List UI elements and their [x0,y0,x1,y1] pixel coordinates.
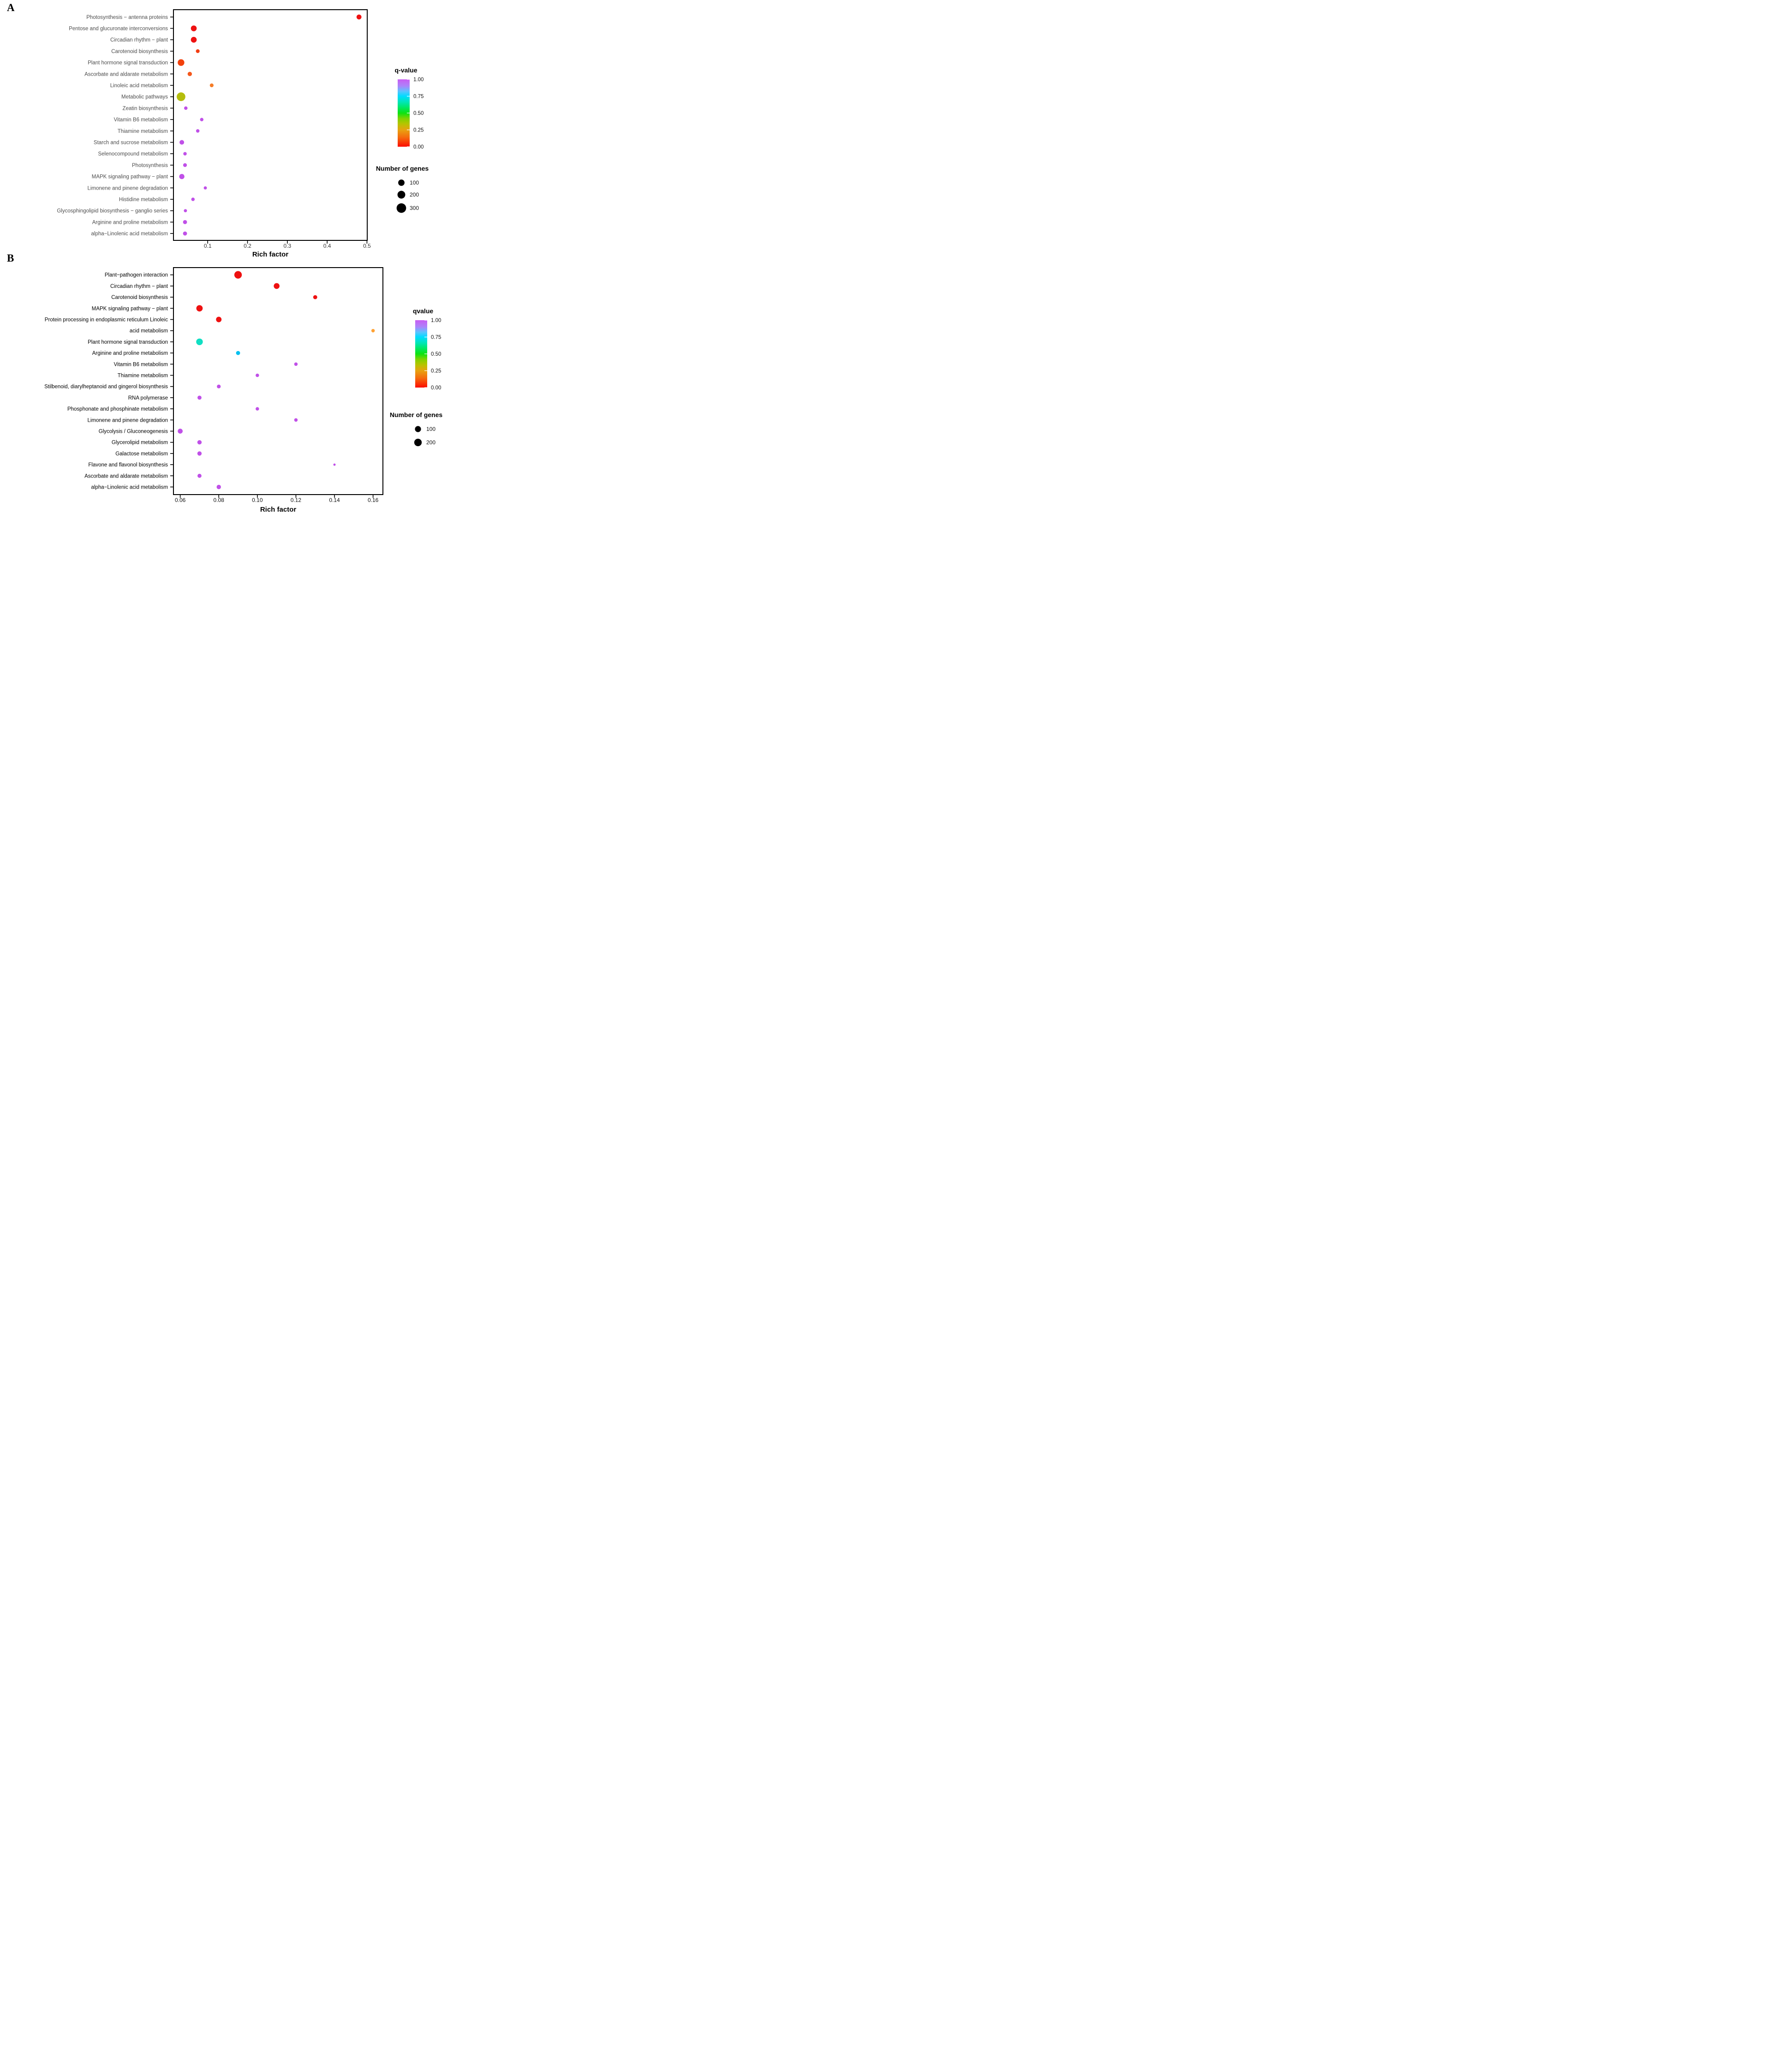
panel-b-label: B [7,252,14,264]
colorbar-tick-label: 1.00 [431,318,442,323]
y-axis-label: MAPK signaling pathway − plant [91,174,168,180]
data-point [196,49,200,53]
x-tick-label: 0.12 [290,497,302,503]
x-tick-label: 0.16 [367,497,379,503]
colorbar-tick-label: 0.75 [413,94,424,100]
data-point [184,209,187,212]
data-point [183,220,187,224]
x-axis-title: Rich factor [252,251,289,258]
data-point [183,232,187,236]
y-axis-label: Arginine and proline metabolism [92,220,168,226]
data-point [236,351,240,355]
y-axis-label: Ascorbate and aldarate metabolism [84,72,168,78]
x-tick-label: 0.2 [244,243,251,249]
data-point [183,163,187,167]
x-tick-label: 0.08 [213,497,224,503]
data-point [177,92,185,101]
genes-legend-label: 200 [426,439,436,446]
data-point [191,37,197,43]
x-tick-label: 0.06 [174,497,186,503]
y-axis-label: MAPK signaling pathway − plant [91,306,168,312]
data-point [334,464,336,466]
y-axis-label: Limonene and pinene degradation [87,418,168,424]
y-axis-label: Glycolysis / Gluconeogenesis [98,429,168,435]
data-point [191,25,197,31]
colorbar-tick-label: 0.75 [431,334,442,340]
figure-page [0,0,448,518]
colorbar-tick-label: 0.25 [431,368,442,374]
y-axis-label: Plant hormone signal transduction [88,60,168,66]
y-axis-label: Pentose and glucuronate interconversions [69,26,168,32]
y-axis-label: Circadian rhythm − plant [110,283,168,289]
genes-legend-title: Number of genes [389,411,443,418]
plot-border-B [173,268,383,495]
y-axis-label: Phosphonate and phosphinate metabolism [67,406,168,412]
qvalue-legend-title: q-value [394,66,418,74]
data-point [313,295,317,299]
y-axis-label: Thiamine metabolism [117,128,168,134]
data-point [371,329,375,333]
data-point [179,174,184,179]
data-point [256,374,259,377]
data-point [217,485,221,489]
x-tick-label: 0.3 [283,243,292,249]
qvalue-legend-title: qvalue [412,307,434,315]
data-point [294,363,298,366]
y-axis-label: Limonene and pinene degradation [87,185,168,191]
genes-legend-circle [414,439,422,446]
genes-legend-circle [398,191,406,199]
data-point [183,152,187,155]
colorbar-tick-label: 0.00 [431,385,442,391]
genes-legend-circle [397,203,406,213]
genes-legend-circle [415,426,421,432]
y-axis-label: Zeatin biosynthesis [122,106,168,112]
y-axis-label: Carotenoid biosynthesis [111,48,168,54]
y-axis-label: Vitamin B6 metabolism [113,362,168,368]
y-axis-label: Carotenoid biosynthesis [111,295,168,301]
data-point [216,317,221,322]
y-axis-label: Galactose metabolism [115,451,168,457]
x-tick-label: 0.4 [323,243,331,249]
x-tick-label: 0.14 [329,497,340,503]
genes-legend-label: 200 [410,191,419,198]
y-axis-label: Glycosphingolipid biosynthesis − ganglio series [57,208,168,214]
genes-legend-label: 100 [410,179,419,186]
data-point [197,305,203,311]
colorbar-tick-label: 0.50 [413,111,424,116]
y-axis-label: alpha−Linolenic acid metabolism [91,231,168,237]
y-axis-label: alpha−Linolenic acid metabolism [91,484,168,490]
y-axis-label: Selenocompound metabolism [98,151,168,157]
y-axis-label: Arginine and proline metabolism [92,351,168,357]
genes-legend-label: 300 [410,205,419,211]
data-point [196,129,200,133]
y-axis-label: Plant−pathogen interaction [104,272,168,278]
data-point [200,118,204,121]
panel-a-label: A [7,2,15,13]
genes-legend-circle [398,179,405,186]
y-axis-label: Photosynthesis − antenna proteins [86,14,168,20]
y-axis-label: Flavone and flavonol biosynthesis [88,462,168,468]
y-axis-label: Linoleic acid metabolism [110,83,168,89]
data-point [184,107,188,110]
data-point [178,429,183,434]
x-axis-title: Rich factor [260,506,297,514]
y-axis-label: acid metabolism [129,328,168,334]
y-axis-label: Photosynthesis [132,162,168,168]
y-axis-label: Vitamin B6 metabolism [113,117,168,123]
colorbar-tick-label: 0.50 [431,352,442,357]
y-axis-label: Metabolic pathways [121,94,168,100]
data-point [197,451,202,455]
data-point [217,385,221,388]
data-point [179,140,184,145]
data-point [197,474,202,478]
x-tick-label: 0.5 [363,243,371,249]
bubble-chart-figure [0,0,448,518]
data-point [197,396,202,400]
y-axis-label: Starch and sucrose metabolism [93,140,168,146]
y-axis-label: Histidine metabolism [119,197,168,203]
colorbar-tick-label: 0.25 [413,127,424,133]
data-point [191,197,195,201]
y-axis-label: Stilbenoid, diarylheptanoid and gingerol biosynthesis [44,384,168,390]
y-axis-label: Ascorbate and aldarate metabolism [84,473,168,479]
data-point [178,59,184,66]
data-point [256,407,259,411]
data-point [274,283,280,289]
data-point [210,84,214,87]
data-point [204,186,207,190]
y-axis-label: Circadian rhythm − plant [110,37,168,43]
x-tick-label: 0.1 [203,243,212,249]
y-axis-label: RNA polymerase [128,395,168,401]
y-axis-label: Protein processing in endoplasmic reticulum Linoleic [44,317,168,323]
colorbar-tick-label: 1.00 [413,77,424,83]
data-point [234,271,242,279]
x-tick-label: 0.10 [252,497,263,503]
genes-legend-label: 100 [426,426,436,432]
data-point [294,418,298,422]
data-point [197,440,202,444]
y-axis-label: Glycerolipid metabolism [111,440,168,446]
genes-legend-title: Number of genes [376,165,429,172]
y-axis-label: Plant hormone signal transduction [88,339,168,345]
plot-border-A [173,10,367,240]
data-point [196,339,203,345]
data-point [188,72,192,76]
colorbar-tick-label: 0.00 [413,144,424,150]
y-axis-label: Thiamine metabolism [117,373,168,379]
data-point [357,14,362,19]
